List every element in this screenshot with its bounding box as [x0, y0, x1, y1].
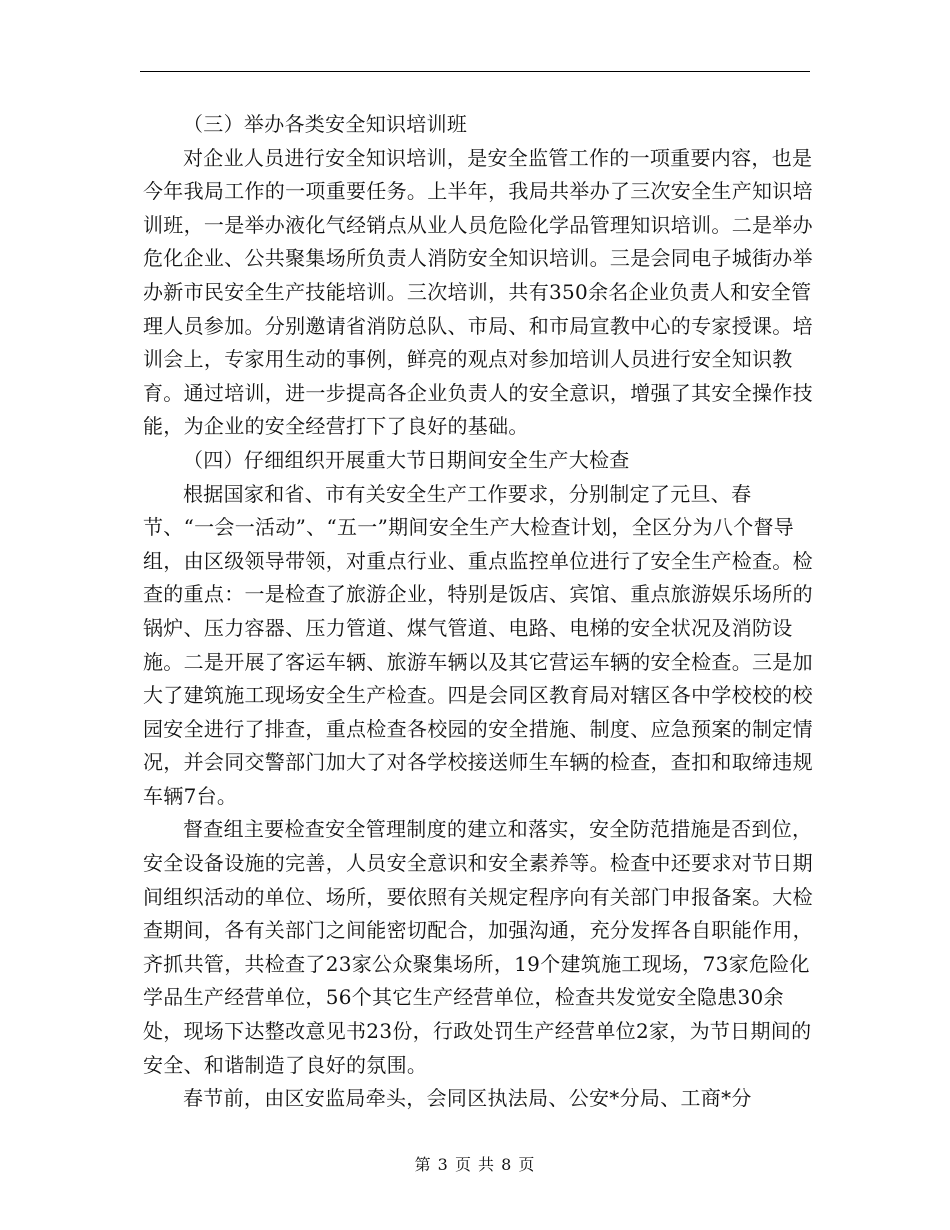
document-body [143, 108, 815, 1116]
section-heading-3: （三）举办各类安全知识培训班 [183, 112, 468, 136]
header-rule [140, 71, 810, 72]
paragraph: 督查组主要检查安全管理制度的建立和落实，安全防范措施是否到位，安全设备设施的完善，人员安全意识和安全素养等。检查中还要求对节日期间组织活动的单位、场所，要依照有关规定程序向有关部门申报备案。大检查期间，各有关部门之间能密切配合，加强沟通，充分发挥各自职能作用，齐抓共管，共检查了23家公众聚集场所，19个建筑施工现场，73家危险化学品生产经营单位，56个其它生产经营单位，检查共发觉安全隐患30余处，现场下达整改意见书23份，行政处罚生产经营单位2家，为节日期间的安全、和谐制造了良好的氛围。 [143, 817, 813, 1077]
paragraph: 对企业人员进行安全知识培训，是安全监管工作的一项重要内容，也是今年我局工作的一项重要任务。上半年，我局共举办了三次安全生产知识培训班，一是举办液化气经销点从业人员危险化学品管理知识培训。二是举办危化企业、公共聚集场所负责人消防安全知识培训。三是会同电子城街办举办新市民安全生产技能培训。三次培训，共有350余名企业负责人和安全管理人员参加。分别邀请省消防总队、市局、和市局宣教中心的专家授课。培训会上，专家用生动的事例，鲜亮的观点对参加培训人员进行安全知识教育。通过培训，进一步提高各企业负责人的安全意识，增强了其安全操作技能，为企业的安全经营打下了良好的基础。 [143, 145, 813, 439]
paragraph: 根据国家和省、市有关安全生产工作要求，分别制定了元旦、春节、“一会一活动”、“五一”期间安全生产大检查计划，全区分为八个督导组，由区级领导带领，对重点行业、重点监控单位进行了安全生产检查。检查的重点：一是检查了旅游企业，特别是饭店、宾馆、重点旅游娱乐场所的锅炉、压力容器、压力管道、煤气管道、电路、电梯的安全状况及消防设施。二是开展了客运车辆、旅游车辆以及其它营运车辆的安全检查。三是加大了建筑施工现场安全生产检查。四是会同区教育局对辖区各中学校校的校园安全进行了排查，重点检查各校园的安全措施、制度、应急预案的制定情况，并会同交警部门加大了对各学校接送师生车辆的检查，查扣和取缔违规车辆7台。 [143, 481, 813, 808]
section-heading-4: （四）仔细组织开展重大节日期间安全生产大检查 [183, 447, 630, 472]
page-number-footer: 第 3 页 共 8 页 [414, 1155, 536, 1174]
paragraph: 春节前，由区安监局牵头，会同区执法局、公安*分局、工商*分 [183, 1086, 752, 1111]
